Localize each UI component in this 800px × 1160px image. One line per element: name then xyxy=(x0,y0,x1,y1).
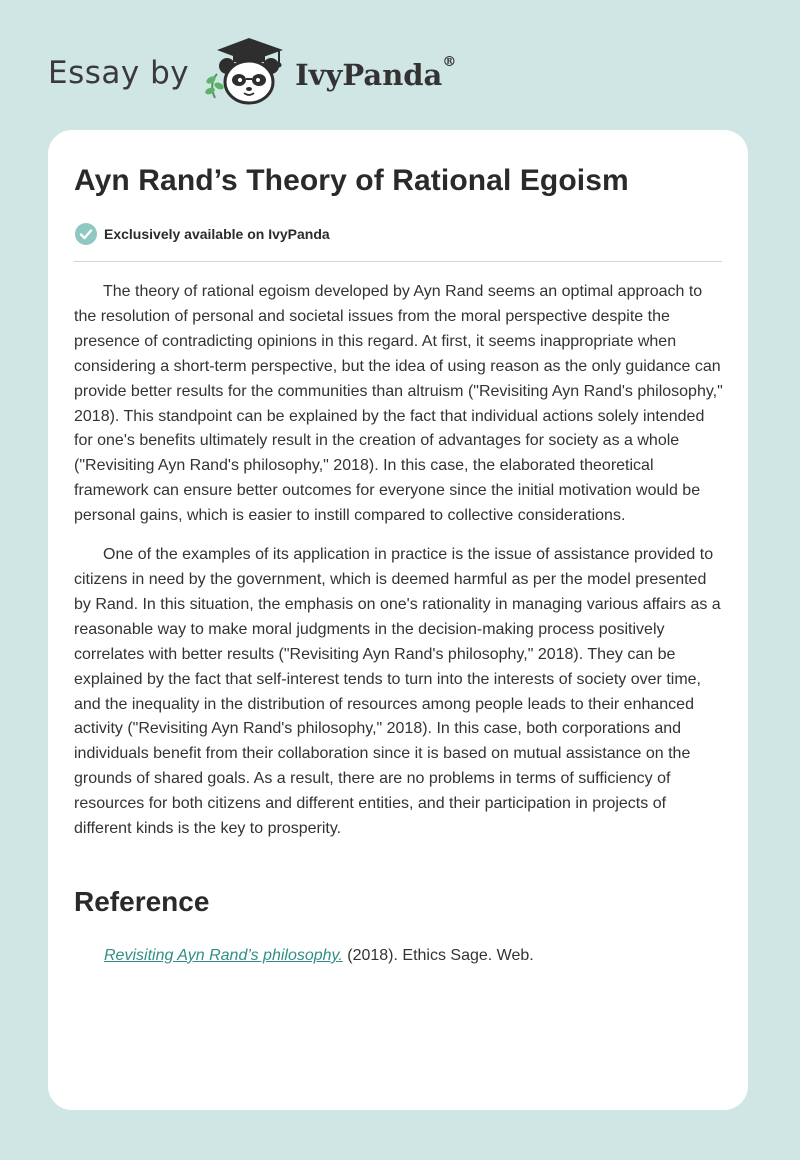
reference-source-link[interactable]: Revisiting Ayn Rand’s philosophy. xyxy=(104,947,343,964)
paragraph: The theory of rational egoism developed by Ayn Rand seems an optimal approach to the resolution of personal and societal issues from the moral perspective despite the presence of contradicting opinions in this regard. At first, it seems inappropriate when considering a short-term perspective, but the idea of using reason as the only guidance can provide better results for the communities than altruism ("Revisiting Ayn Rand's philosophy," 2018). This standpoint can be explained by the fact that individual actions solely intended for one's benefits ultimately result in the creation of advantages for society as a whole ("Revisiting Ayn Rand's philosophy," 2018). In this case, the elaborated theoretical framework can ensure better outcomes for everyone since the initial motivation would be personal gains, which is easier to instill compared to collective considerations. xyxy=(74,283,723,525)
ivypanda-logo[interactable] xyxy=(199,36,456,111)
exclusive-badge xyxy=(74,222,330,246)
panda-graduate-logo-icon xyxy=(199,36,291,111)
reference-entry xyxy=(104,947,534,965)
check-circle-icon xyxy=(74,222,98,246)
reference-details: (2018). Ethics Sage. Web. xyxy=(342,947,534,964)
essay-by-label: Essay by xyxy=(48,55,190,91)
essay-title: Ayn Rand’s Theory of Rational Egoism xyxy=(74,164,629,197)
essay-card xyxy=(48,130,748,1110)
site-header xyxy=(48,38,456,108)
exclusive-badge-label: Exclusively available on IvyPanda xyxy=(104,226,330,242)
registered-mark: ® xyxy=(442,54,457,70)
ivypanda-brand-name: IvyPanda® xyxy=(295,54,457,92)
reference-heading: Reference xyxy=(74,886,210,917)
paragraph: One of the examples of its application in practice is the issue of assistance provided to citizens in need by the government, which is deemed harmful as per the model presented by Rand. In this situation, the emphasis on one's rationality in managing various affairs as a reasonable way to make moral judgments in the decision-making process positively correlates with better results ("Revisiting Ayn Rand's philosophy," 2018). They can be explained by the fact that self-interest tends to turn into the interests of society over time, and the inequality in the distribution of resources among people leads to their enhanced activity ("Revisiting Ayn Rand's philosophy," 2018). In this case, both corporations and individuals benefit from their collaboration since it is based on mutual assistance on the grounds of shared goals. As a result, there are no problems in terms of sufficiency of resources for both citizens and different entities, and their participation in projects of different kinds is the key to prosperity. xyxy=(74,546,721,838)
title-divider xyxy=(74,261,722,262)
essay-body xyxy=(74,280,724,856)
